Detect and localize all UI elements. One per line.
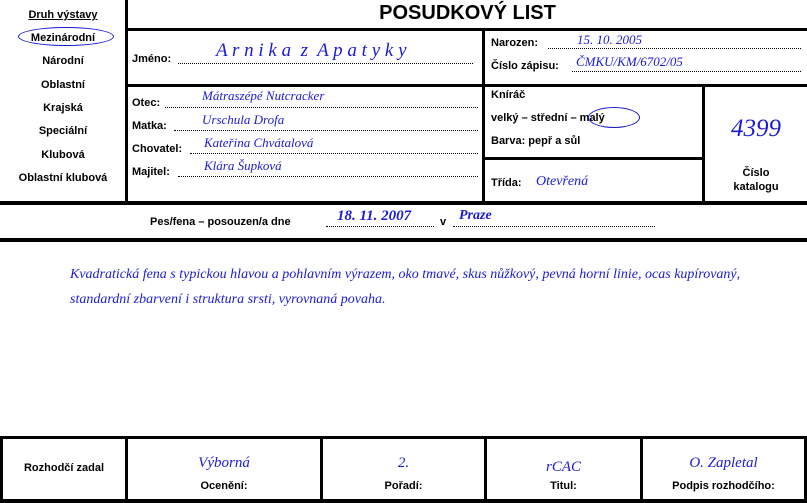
owner-value[interactable]: Klára Šupková (204, 158, 282, 173)
breeder-line (190, 153, 478, 154)
judged-date-value[interactable]: 18. 11. 2007 (337, 208, 412, 224)
assessment-text[interactable]: Kvadratická fena s typickou hlavou a pohlavním výrazem, oko tmavé, skus nůžkový, pevná horní linie, ocas kupírovaný, standardní zbarvení i struktura srsti, vyrovnaná povaha. (70, 267, 741, 307)
selected-size-mark (588, 107, 640, 128)
divider (482, 31, 485, 203)
born-label: Narozen: (491, 37, 539, 49)
divider (0, 238, 807, 242)
divider (0, 499, 807, 503)
show-type-heading: Druh výstavy (28, 9, 98, 21)
registration-line (572, 71, 801, 72)
breed-kind: Kníráč (491, 89, 526, 101)
show-type-regional[interactable]: Oblastní (40, 79, 85, 91)
show-type-club[interactable]: Klubová (41, 149, 85, 161)
divider (485, 157, 703, 160)
show-type-international[interactable]: Mezinárodní (30, 32, 96, 44)
catalog-label-line1: Číslo (742, 167, 770, 179)
place-line (453, 226, 655, 227)
judge-signature-label: Podpis rozhodčího: (672, 480, 775, 492)
registration-value[interactable]: ČMKU/KM/6702/05 (576, 54, 683, 69)
breeder-value[interactable]: Kateřina Chvátalová (204, 135, 314, 150)
divider (125, 28, 807, 31)
page-title: POSUDKOVÝ LIST (379, 2, 556, 24)
father-line (165, 107, 478, 108)
catalog-label-line2: katalogu (733, 181, 779, 193)
placement-cell (323, 439, 484, 499)
born-line (548, 48, 801, 49)
show-type-special[interactable]: Speciální (38, 125, 88, 137)
divider (0, 201, 807, 205)
mother-label: Matka: (132, 120, 167, 132)
color-line: Barva: pepř a sůl (491, 135, 581, 147)
judge-cell (643, 439, 804, 499)
show-type-national[interactable]: Národní (42, 55, 84, 67)
rating-value[interactable]: Výborná (198, 455, 250, 471)
judge-signature[interactable]: O. Zapletal (689, 455, 758, 471)
selected-show-type-mark (18, 27, 114, 46)
father-value[interactable]: Mátraszépé Nutcracker (202, 88, 325, 103)
rating-label: Ocenění: (200, 480, 248, 492)
place-value[interactable]: Praze (459, 208, 492, 223)
name-line (178, 63, 473, 64)
name-label: Jméno: (132, 53, 172, 65)
registration-label: Číslo zápisu: (491, 60, 559, 72)
place-label: v (440, 216, 447, 228)
born-value[interactable]: 15. 10. 2005 (577, 32, 642, 47)
title-value[interactable]: rCAC (545, 459, 581, 475)
title-cell (487, 439, 640, 499)
title-label: Titul: (550, 480, 577, 492)
placement-label: Pořadí: (384, 480, 423, 492)
owner-label: Majitel: (132, 166, 170, 178)
catalog-number[interactable]: 4399 (731, 115, 781, 142)
rating-cell (128, 439, 320, 499)
show-type-county[interactable]: Krajská (43, 102, 83, 114)
class-value[interactable]: Otevřená (536, 174, 589, 189)
judged-date-line (326, 226, 434, 227)
mother-value[interactable]: Urschula Drofa (202, 112, 285, 127)
mother-line (174, 130, 478, 131)
father-label: Otec: (132, 97, 161, 109)
judged-label: Pes/fena – posouzen/a dne (150, 216, 291, 228)
placement-value[interactable]: 2. (397, 455, 410, 471)
owner-line (178, 176, 478, 177)
size-options[interactable]: velký – střední – malý (491, 112, 605, 124)
show-type-regional-club[interactable]: Oblastní klubová (18, 172, 108, 184)
breeder-label: Chovatel: (132, 143, 183, 155)
dog-name-value[interactable]: A r n i k a z A p a t y k y (216, 40, 407, 61)
judge-gave-label: Rozhodčí zadal (23, 462, 105, 474)
class-label: Třída: (491, 177, 522, 189)
